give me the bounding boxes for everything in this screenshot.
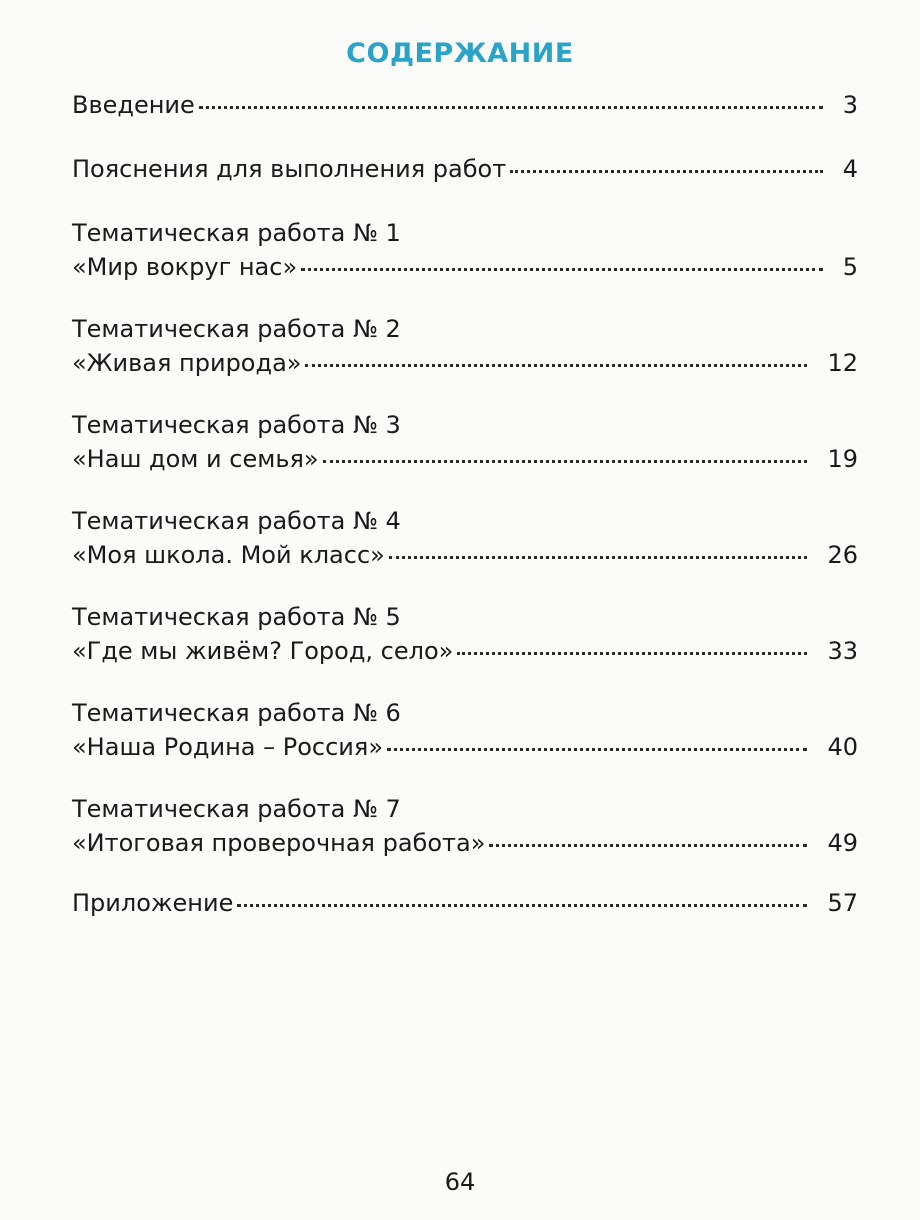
dot-leader: [387, 748, 807, 751]
toc-entry-work-4[interactable]: [72, 538, 858, 572]
toc-entry-title: «Наш дом и семья»: [72, 445, 319, 473]
toc-entry-page: 5: [842, 253, 858, 281]
toc-entry-title: Введение: [72, 91, 195, 119]
dot-leader: [237, 904, 807, 907]
toc-entry-introduction[interactable]: [72, 88, 858, 122]
toc-entry-page: 3: [842, 91, 858, 119]
page-number: 64: [444, 1168, 476, 1196]
toc-entry-work-3[interactable]: [72, 442, 858, 476]
toc-entry-title: Приложение: [72, 889, 234, 917]
dot-leader: [301, 268, 823, 271]
toc-entry-heading: Тематическая работа № 5: [72, 603, 401, 631]
toc-entry-instructions[interactable]: [72, 152, 858, 186]
toc-entry-title: Пояснения для выполнения работ: [72, 155, 507, 183]
toc-entry-title: «Мир вокруг нас»: [72, 253, 298, 281]
toc-entry-title: «Итоговая проверочная работа»: [72, 829, 486, 857]
dot-leader: [199, 106, 823, 109]
toc-entry-page: 19: [827, 445, 858, 473]
dot-leader: [323, 460, 808, 463]
toc-entry-work-2[interactable]: [72, 346, 858, 380]
dot-leader: [305, 364, 807, 367]
toc-entry-work-6[interactable]: [72, 730, 858, 764]
dot-leader: [457, 652, 807, 655]
toc-entry-heading: Тематическая работа № 3: [72, 411, 401, 439]
toc-entry-page: 4: [842, 155, 858, 183]
toc-entry-heading: Тематическая работа № 4: [72, 507, 401, 535]
dot-leader: [510, 170, 823, 173]
toc-entry-page: 33: [827, 637, 858, 665]
toc-entry-page: 12: [827, 349, 858, 377]
toc-entry-heading: Тематическая работа № 6: [72, 699, 401, 727]
toc-entry-heading: Тематическая работа № 1: [72, 219, 401, 247]
toc-entry-heading: Тематическая работа № 7: [72, 795, 401, 823]
toc-entry-page: 57: [827, 889, 858, 917]
toc-entry-heading: Тематическая работа № 2: [72, 315, 401, 343]
toc-entry-appendix[interactable]: [72, 886, 858, 920]
page-title: СОДЕРЖАНИЕ: [346, 38, 574, 69]
toc-entry-work-5[interactable]: [72, 634, 858, 668]
dot-leader: [489, 844, 807, 847]
toc-entry-work-7[interactable]: [72, 826, 858, 860]
toc-entry-title: «Где мы живём? Город, село»: [72, 637, 454, 665]
toc-entry-work-1[interactable]: [72, 250, 858, 284]
dot-leader: [389, 556, 808, 559]
toc-entry-title: «Моя школа. Мой класс»: [72, 541, 385, 569]
toc-entry-page: 26: [827, 541, 858, 569]
toc-entry-title: «Живая природа»: [72, 349, 302, 377]
toc-entry-page: 40: [827, 733, 858, 761]
toc-entry-title: «Наша Родина – Россия»: [72, 733, 384, 761]
toc-entry-page: 49: [827, 829, 858, 857]
